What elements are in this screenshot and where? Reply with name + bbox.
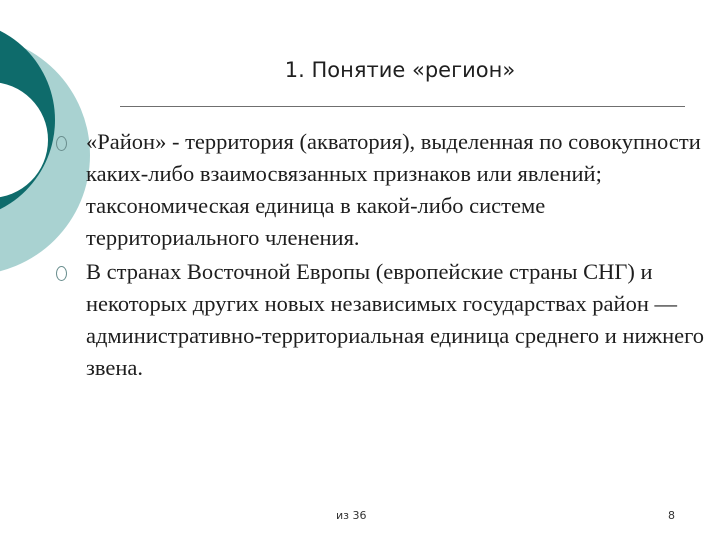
slide-number: 8: [668, 509, 675, 522]
bullet-term: «Район»: [86, 129, 167, 154]
bullet-text: В странах Восточной Европы (европейские страны СНГ) и некоторых других новых независимых государствах район — административно-территориальная единица среднего и нижнего звена.: [86, 259, 705, 380]
bullet-list: [56, 126, 716, 386]
footer-total-pages: из 36: [336, 509, 367, 522]
bullet-text: - территория (акватория), выделенная по совокупности каких-либо взаимосвязанных признаков или явлений; таксономическая единица в какой-либо системе территориального членения.: [86, 129, 701, 250]
bullet-item-2: [56, 256, 716, 384]
slide-title: 1. Понятие «регион»: [284, 58, 516, 82]
bullet-circle-icon: [56, 136, 67, 151]
title-underline: [120, 106, 685, 107]
bullet-item-1: [56, 126, 716, 254]
bullet-circle-icon: [56, 266, 67, 281]
